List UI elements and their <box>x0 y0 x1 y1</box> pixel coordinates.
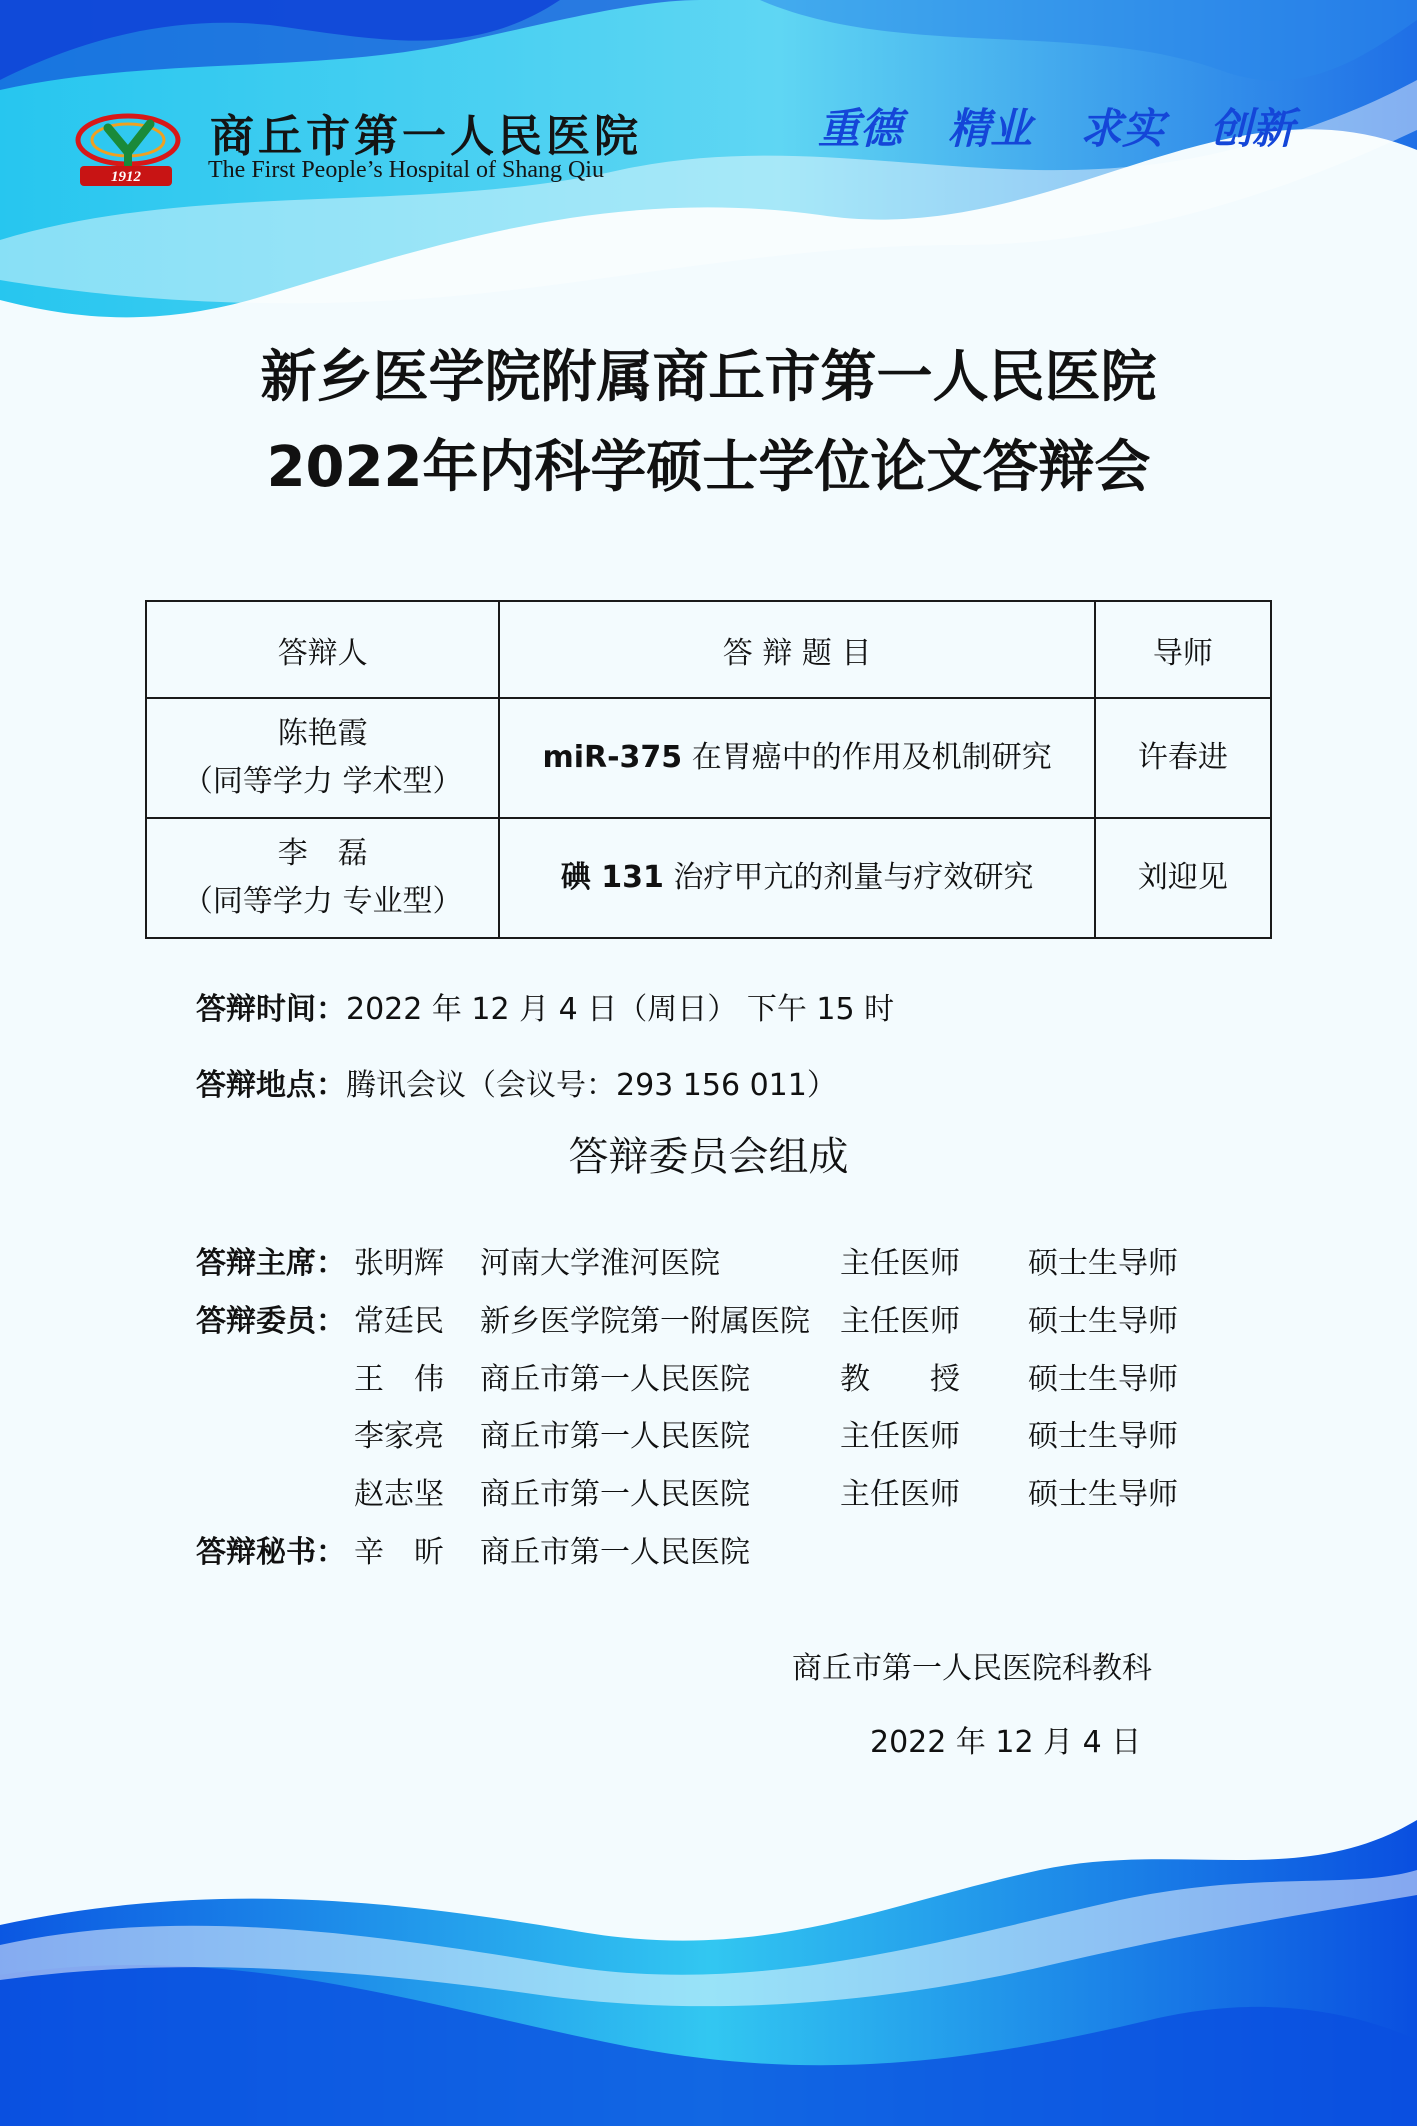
committee-institution: 河南大学淮河医院 <box>480 1246 720 1281</box>
committee-role: 答辩秘书： <box>196 1535 346 1570</box>
logo-year: 1912 <box>111 169 141 185</box>
committee-name: 赵志坚 <box>354 1477 444 1512</box>
topic-cell <box>499 698 1094 818</box>
advisor-cell: 刘迎见 <box>1095 818 1271 938</box>
table-row <box>146 818 1271 938</box>
committee-name: 王 伟 <box>354 1362 444 1397</box>
committee-name: 常廷民 <box>354 1304 444 1339</box>
motto-word-2: 精业 <box>948 104 1033 153</box>
committee-institution: 商丘市第一人民医院 <box>480 1477 750 1512</box>
committee-title-rank: 主任医师 <box>840 1419 960 1454</box>
main-title-line-1: 新乡医学院附属商丘市第一人民医院 <box>260 345 1157 410</box>
committee-supervisor: 硕士生导师 <box>1028 1362 1178 1397</box>
table-header-row <box>146 601 1271 698</box>
committee-institution: 商丘市第一人民医院 <box>480 1362 750 1397</box>
defense-time-value: 2022 年 12 月 4 日（周日） 下午 15 时 <box>346 992 895 1027</box>
defense-place-label: 答辩地点： <box>196 1068 346 1103</box>
committee-title-rank: 主任医师 <box>840 1477 960 1512</box>
committee-institution: 新乡医学院第一附属医院 <box>480 1304 810 1339</box>
issue-date: 2022 年 12 月 4 日 <box>870 1725 1142 1760</box>
topic-cell <box>499 818 1094 938</box>
defense-time-label: 答辩时间： <box>196 992 346 1027</box>
committee-title-rank: 主任医师 <box>840 1246 960 1281</box>
defense-place-value: 腾讯会议（会议号：293 156 011） <box>346 1068 837 1103</box>
motto-word-4: 创新 <box>1210 104 1295 153</box>
candidate-name: 李 磊 <box>277 836 368 871</box>
motto-word-1: 重德 <box>818 104 903 153</box>
defense-table <box>145 600 1272 939</box>
committee-name: 张明辉 <box>354 1246 444 1281</box>
header-candidate: 答辩人 <box>146 601 499 698</box>
committee-row <box>0 1296 1417 1340</box>
committee-row <box>0 1469 1417 1513</box>
defense-place <box>196 1060 837 1104</box>
committee-title-rank: 教 授 <box>840 1362 960 1397</box>
committee-title-rank: 主任医师 <box>840 1304 960 1339</box>
issuing-department: 商丘市第一人民医院科教科 <box>792 1651 1152 1686</box>
hospital-logo <box>70 100 190 192</box>
hospital-name-en: The First People’s Hospital of Shang Qiu <box>208 157 604 183</box>
main-title-line-2: 2022年内科学硕士学位论文答辩会 <box>266 435 1151 500</box>
header-advisor: 导师 <box>1095 601 1271 698</box>
topic-text: 治疗甲亢的剂量与疗效研究 <box>663 860 1034 895</box>
committee-name: 李家亮 <box>354 1419 444 1454</box>
candidate-cell <box>146 698 499 818</box>
topic-text: 在胃癌中的作用及机制研究 <box>682 740 1052 775</box>
committee-row <box>0 1354 1417 1398</box>
table-row <box>146 698 1271 818</box>
committee-role: 答辩委员： <box>196 1304 346 1339</box>
committee-supervisor: 硕士生导师 <box>1028 1477 1178 1512</box>
header-topic: 答 辩 题 目 <box>499 601 1094 698</box>
committee-row <box>0 1527 1417 1571</box>
topic-code: 碘 131 <box>560 860 664 895</box>
committee-row <box>0 1238 1417 1282</box>
committee-name: 辛 昕 <box>354 1535 444 1570</box>
committee-supervisor: 硕士生导师 <box>1028 1419 1178 1454</box>
committee-supervisor: 硕士生导师 <box>1028 1246 1178 1281</box>
committee-institution: 商丘市第一人民医院 <box>480 1419 750 1454</box>
defense-time <box>196 984 894 1028</box>
committee-row <box>0 1411 1417 1455</box>
advisor-cell: 许春进 <box>1095 698 1271 818</box>
committee-supervisor: 硕士生导师 <box>1028 1304 1178 1339</box>
committee-title: 答辩委员会组成 <box>568 1134 849 1180</box>
topic-code: miR-375 <box>542 740 683 775</box>
motto-word-3: 求实 <box>1080 104 1165 153</box>
candidate-type: （同等学力 专业型） <box>182 884 463 919</box>
committee-role: 答辩主席： <box>196 1246 346 1281</box>
committee-institution: 商丘市第一人民医院 <box>480 1535 750 1570</box>
candidate-type: （同等学力 学术型） <box>182 764 463 799</box>
candidate-cell <box>146 818 499 938</box>
hospital-name-cn: 商丘市第一人民医院 <box>210 111 642 162</box>
candidate-name: 陈艳霞 <box>277 716 368 751</box>
